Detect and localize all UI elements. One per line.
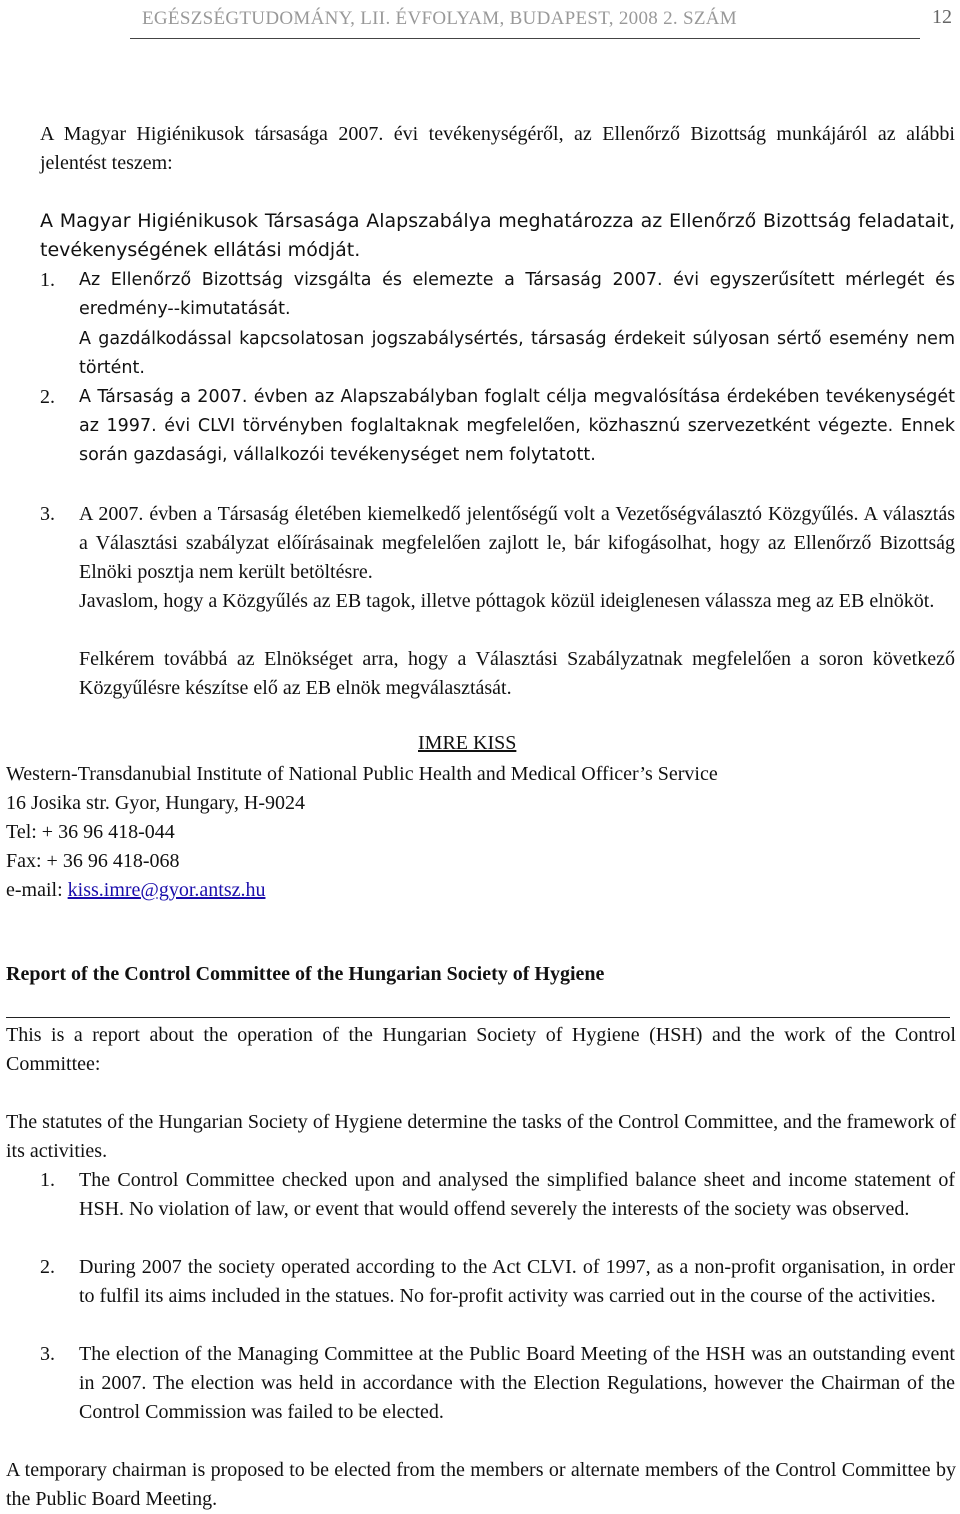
author-address: 16 Josika str. Gyor, Hungary, H-9024 [6, 792, 305, 814]
en-proposal-paragraph: A temporary chairman is proposed to be elected from the members or alternate members of the Control Committee by the Public Board Meeting. [6, 1459, 956, 1510]
hu-item2-text: A Társaság a 2007. évben az Alapszabályban foglalt célja megvalósítása érdekében tevékenységét az 1997. évi CLVI törvényben foglaltaknak megfelelően, közhasznú szervezetként végezte. Ennek során gazdasági, vállalkozói tevékenységet nem folytatott. [79, 387, 955, 465]
hu-item1-text: Az Ellenőrző Bizottság vizsgálta és elemezte a Társaság 2007. évi egyszerűsített mérlegét és eredmény--kimutatását. [79, 270, 955, 319]
hu-intro-paragraph: A Magyar Higiénikusok társasága 2007. évi tevékenységéről, az Ellenőrző Bizottság munkájáról az alábbi jelentést teszem: [40, 123, 955, 174]
hu-item3-text: A 2007. évben a Társaság életében kiemelkedő jelentőségű volt a Vezetőségválasztó Közgyűlés. A választás a Választási szabályzat előírásainak megfelelően zajlott le, bár kifogásolhat, hogy az Ellenőrző Bizottság Elnöki posztja nem került betöltésre. [79, 503, 955, 583]
en-item2-number: 2. [40, 1256, 55, 1278]
author-tel: Tel: + 36 96 418-044 [6, 821, 175, 843]
en-item2-text: During 2007 the society operated according to the Act CLVI. of 1997, as a non-profit organisation, in order to fulfil its aims included in the statues. No for-profit activity was carried out in the course of the activities. [79, 1256, 955, 1307]
author-institute: Western-Transdanubial Institute of National Public Health and Medical Officer’s Service [6, 763, 718, 785]
running-header [130, 6, 920, 39]
page-number: 12 [932, 6, 952, 28]
en-item3-number: 3. [40, 1343, 55, 1365]
report-title: Report of the Control Committee of the Hungarian Society of Hygiene [6, 963, 605, 985]
hu-item2-number: 2. [40, 386, 55, 408]
en-item1-number: 1. [40, 1169, 55, 1191]
hu-item1-text-2: A gazdálkodással kapcsolatosan jogszabálysértés, társaság érdekeit súlyosan sértő esemény nem történt. [79, 329, 955, 378]
en-statutes-paragraph: The statutes of the Hungarian Society of Hygiene determine the tasks of the Control Committee, and the framework of its activities. [6, 1111, 956, 1162]
journal-header-title: EGÉSZSÉGTUDOMÁNY, LII. ÉVFOLYAM, BUDAPEST, 2008 2. SZÁM [142, 8, 737, 29]
hu-request-text: Felkérem továbbá az Elnökséget arra, hogy a Választási Szabályzatnak megfelelően a soron következő Közgyűlésre készítse elő az EB elnök megválasztását. [79, 648, 955, 699]
email-link[interactable]: kiss.imre@gyor.antsz.hu [67, 879, 266, 901]
author-name: IMRE KISS [418, 732, 517, 754]
hu-proposal-text: Javaslom, hogy a Közgyűlés az EB tagok, illetve póttagok közül ideiglenesen válassza meg az EB elnököt. [79, 590, 935, 612]
author-email-line [6, 876, 265, 905]
title-rule [6, 1017, 950, 1018]
hu-statutes-paragraph: A Magyar Higiénikusok Társasága Alapszabálya meghatározza az Ellenőrző Bizottság feladatait, tevékenységének ellátási módját. [40, 210, 955, 261]
hu-item1-number: 1. [40, 269, 55, 291]
hu-item3-number: 3. [40, 503, 55, 525]
author-fax: Fax: + 36 96 418-068 [6, 850, 180, 872]
en-item3-text: The election of the Managing Committee at the Public Board Meeting of the HSH was an outstanding event in 2007. The election was held in accordance with the Election Regulations, however the Chairman of the Control Commission was failed to be elected. [79, 1343, 955, 1423]
en-item1-text: The Control Committee checked upon and analysed the simplified balance sheet and income statement of HSH. No violation of law, or event that would offend severely the interests of the society was observed. [79, 1169, 955, 1220]
en-intro-paragraph: This is a report about the operation of the Hungarian Society of Hygiene (HSH) and the work of the Control Committee: [6, 1024, 956, 1075]
email-label: e-mail: [6, 879, 68, 901]
